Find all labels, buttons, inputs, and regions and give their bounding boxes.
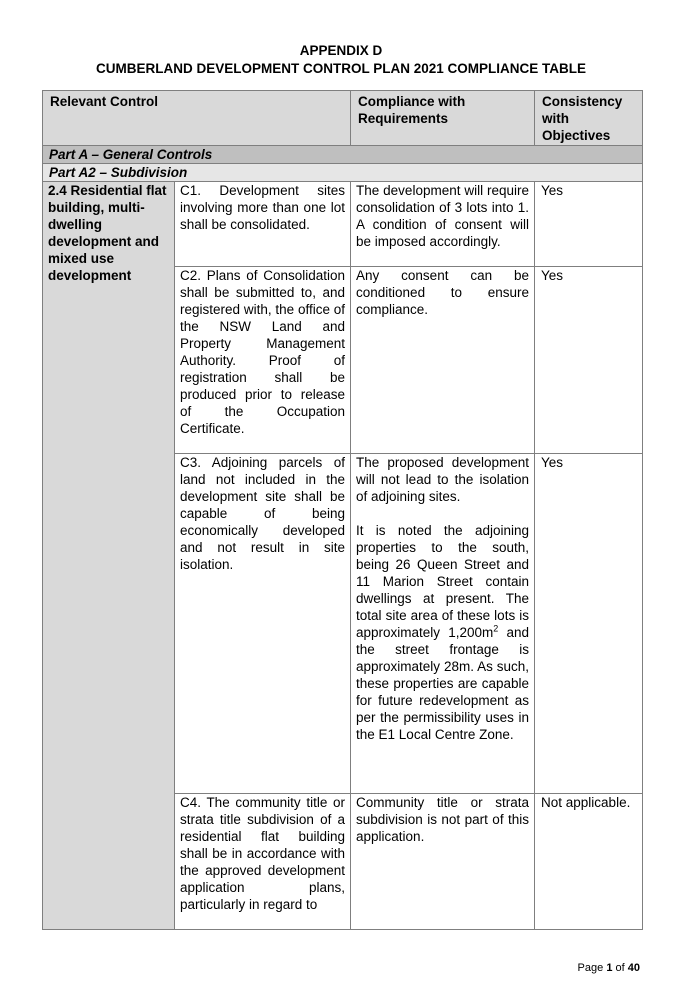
- page-footer: [578, 961, 640, 975]
- subsection-title: Part A2 – Subdivision: [43, 164, 643, 182]
- compliance-paragraph: The development will require consolidation of 3 lots into 1. A condition of consent will be imposed accordingly.: [356, 183, 530, 249]
- compliance-paragraph: Community title or strata subdivision is not part of this application.: [356, 795, 530, 844]
- compliance-table: [42, 90, 643, 930]
- compliance-text: [351, 794, 535, 930]
- compliance-paragraph: Any consent can be conditioned to ensure compliance.: [356, 268, 530, 317]
- section-row: [43, 146, 643, 164]
- compliance-text: [351, 454, 535, 794]
- subsection-row: [43, 164, 643, 182]
- of-label: of: [615, 962, 625, 974]
- table-row: [43, 182, 643, 267]
- consistency-text: Yes: [535, 267, 643, 454]
- control-text: C3. Adjoining parcels of land not included in the development site shall be capable of being economically developed and not result in site isolation.: [175, 454, 351, 794]
- compliance-text: [351, 267, 535, 454]
- compliance-text: [351, 182, 535, 267]
- control-text: C2. Plans of Consolidation shall be submitted to, and registered with, the office of the NSW Land and Property Management Authority. Proof of registration shall be produced prior to release of the Occupation Certificate.: [175, 267, 351, 454]
- superscript: 2: [493, 623, 499, 634]
- page-label: Page: [577, 962, 604, 974]
- document-title: CUMBERLAND DEVELOPMENT CONTROL PLAN 2021 COMPLIANCE TABLE: [95, 61, 587, 76]
- compliance-paragraph: [356, 522, 529, 743]
- control-text: C4. The community title or strata title subdivision of a residential flat building shall be in accordance with the approved development application plans, particularly in regard to: [175, 794, 351, 930]
- header-consistency: Consistency with Objectives: [535, 91, 643, 146]
- control-group-label: 2.4 Residential flat building, multi-dwelling development and mixed use development: [43, 182, 175, 930]
- consistency-text: Yes: [535, 454, 643, 794]
- consistency-text: Yes: [535, 182, 643, 267]
- page-number: 1: [606, 962, 613, 974]
- consistency-text: Not applicable.: [535, 794, 643, 930]
- appendix-heading: APPENDIX D: [299, 43, 383, 58]
- section-title: Part A – General Controls: [43, 146, 643, 164]
- header-relevant-control: Relevant Control: [43, 91, 351, 146]
- compliance-sentence: It is noted the adjoining properties to the south, being 26 Queen Street and 11 Marion Street contain dwellings at present. The total site area of these lots is approximately 1,200m: [356, 523, 530, 640]
- compliance-paragraph: The proposed development will not lead to the isolation of adjoining sites.: [356, 455, 530, 504]
- table-header-row: [43, 91, 643, 146]
- compliance-sentence: and the street frontage is approximately 28m. As such, these properties are capable for future redevelopment as per the permissibility uses in the E1 Local Centre Zone.: [356, 625, 530, 742]
- header-compliance: Compliance with Requirements: [351, 91, 535, 146]
- control-text: C1. Development sites involving more than one lot shall be consolidated.: [175, 182, 351, 267]
- total-pages: 40: [627, 962, 640, 974]
